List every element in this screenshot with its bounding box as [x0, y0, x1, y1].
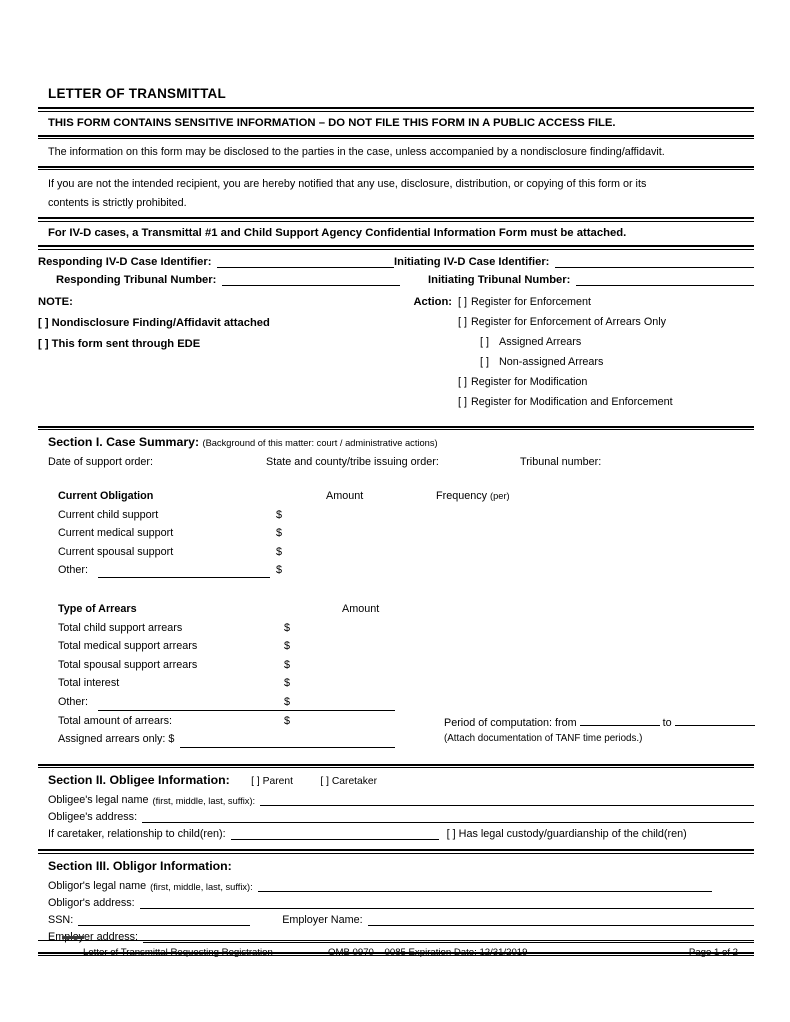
obligee-parent-checkbox[interactable]: [233, 776, 293, 787]
section-1-title: Section I. Case Summary:: [48, 435, 200, 450]
obligee-legal-name-row: [38, 789, 754, 806]
ivd-attachment-notice: For IV-D cases, a Transmittal #1 and Child Support Agency Confidential Information Form must be attached.: [48, 226, 627, 239]
action-block: [394, 296, 754, 416]
currency-symbol: $: [284, 621, 291, 634]
currency-symbol: $: [284, 640, 291, 653]
other-description-input[interactable]: [98, 577, 270, 578]
legal-custody-checkbox[interactable]: [447, 828, 687, 840]
initiating-tribunal-number-input[interactable]: [576, 274, 754, 286]
period-to-input[interactable]: [675, 715, 755, 726]
currency-symbol: $: [276, 527, 283, 540]
page-footer: [38, 940, 754, 965]
note-block: [38, 296, 394, 416]
section-2-title: Section II. Obligee Information:: [48, 773, 230, 788]
date-of-support-order-label: Date of support order:: [48, 456, 154, 469]
action-option-register-enforcement[interactable]: [394, 296, 754, 316]
current-obligation-header-row: [48, 490, 754, 509]
currency-symbol: $: [284, 677, 291, 690]
section-2-heading: [38, 768, 754, 789]
checkbox-glyph: [ ]: [446, 828, 456, 841]
checkbox-glyph: [ ]: [251, 776, 260, 788]
currency-symbol: $: [276, 564, 283, 577]
obligor-legal-name-input[interactable]: [258, 880, 712, 892]
employer-name-input[interactable]: [368, 914, 754, 926]
frequency-column-header: Frequency (per): [436, 490, 510, 503]
issuing-order-label: State and county/tribe issuing order:: [266, 456, 439, 469]
obligee-legal-name-label: Obligee's legal name: [48, 794, 149, 807]
obligee-caretaker-checkbox[interactable]: [296, 776, 377, 787]
action-option-register-modification[interactable]: [394, 376, 754, 396]
row-label: Current spousal support: [58, 545, 174, 558]
checkbox-glyph: [ ]: [480, 355, 489, 368]
checkbox-label: Caretaker: [331, 776, 378, 788]
recipient-notice-line-2: contents is strictly prohibited.: [48, 197, 187, 210]
tanf-documentation-note: (Attach documentation of TANF time periods.): [444, 733, 643, 745]
caretaker-relationship-label: If caretaker, relationship to child(ren):: [48, 828, 226, 841]
obligee-legal-name-input[interactable]: [260, 794, 754, 806]
row-current-spousal-support: [48, 546, 754, 565]
row-total-medical-support-arrears: [48, 640, 754, 659]
support-order-row: [38, 451, 754, 472]
page-title: LETTER OF TRANSMITTAL: [48, 86, 226, 101]
checkbox-glyph: [ ]: [480, 335, 489, 348]
action-option-non-assigned-arrears[interactable]: [394, 356, 754, 376]
row-total-spousal-support-arrears: [48, 659, 754, 678]
action-option-register-enforcement-arrears-only[interactable]: [394, 316, 754, 336]
ssn-input[interactable]: [78, 914, 250, 926]
row-total-child-support-arrears: [48, 622, 754, 641]
row-total-amount-of-arrears: [48, 715, 754, 734]
currency-symbol: $: [284, 695, 291, 708]
obligee-relationship-row: [38, 823, 754, 840]
case-identifier-row: [38, 250, 754, 268]
row-total-interest: [48, 677, 754, 696]
period-to-label: to: [662, 716, 672, 729]
ssn-label: SSN:: [48, 913, 74, 926]
initiating-tribunal-number-label: Initiating Tribunal Number:: [428, 273, 571, 286]
section-1-heading: [38, 430, 754, 451]
checkbox-glyph: [ ]: [38, 316, 49, 329]
employer-name-label: Employer Name:: [282, 913, 363, 926]
recipient-notice-line-1: If you are not the intended recipient, you are hereby notified that any use, disclosure, distribution, or copying of this form or its: [48, 178, 647, 191]
footer-form-name: Letter of Transmittal Requesting Registration: [83, 947, 273, 958]
note-checkbox-nondisclosure[interactable]: [38, 317, 394, 338]
footer-page-number: Page 1 of 2: [688, 947, 738, 958]
row-label: Other:: [58, 564, 89, 577]
obligor-address-input[interactable]: [140, 897, 754, 909]
obligee-address-label: Obligee's address:: [48, 811, 138, 824]
obligor-legal-name-row: [38, 875, 754, 892]
checkbox-glyph: [ ]: [320, 776, 329, 788]
form-body: [38, 86, 754, 956]
assigned-arrears-label: Assigned arrears only: $: [58, 733, 175, 746]
obligor-address-row: [38, 892, 754, 909]
footer-omb-info: OMB 0970 – 0085 Expiration Date: 12/31/2019: [328, 947, 528, 958]
row-label: Other:: [58, 695, 89, 708]
row-label: Total child support arrears: [58, 621, 183, 634]
arrears-heading: Type of Arrears: [58, 602, 137, 615]
responding-case-identifier-label: Responding IV-D Case Identifier:: [38, 255, 212, 268]
caretaker-relationship-input[interactable]: [231, 828, 439, 840]
amount-column-header: Amount: [342, 602, 380, 615]
row-assigned-arrears-only: [48, 733, 754, 752]
checkbox-glyph: [ ]: [458, 375, 467, 388]
note-and-action-block: [38, 286, 754, 416]
tribunal-number-row: [38, 268, 754, 286]
arrears-table: [38, 603, 754, 752]
initiating-case-identifier-input[interactable]: [555, 256, 754, 268]
period-of-computation-label: Period of computation: from: [444, 716, 577, 729]
action-option-register-modification-enforcement[interactable]: [394, 396, 754, 416]
checkbox-label: Has legal custody/guardianship of the child(ren): [458, 828, 687, 841]
action-option-label: Register for Enforcement: [471, 295, 592, 308]
section-3-title: Section III. Obligor Information:: [48, 858, 232, 873]
initiating-case-identifier-label: Initiating IV-D Case Identifier:: [394, 255, 550, 268]
currency-symbol: $: [276, 545, 283, 558]
arrears-header-row: [48, 603, 754, 622]
row-current-child-support: [48, 509, 754, 528]
amount-column-header: Amount: [326, 490, 364, 503]
action-option-label: Assigned Arrears: [499, 335, 582, 348]
obligor-ssn-employer-row: [38, 909, 754, 926]
action-option-label: Register for Enforcement of Arrears Only: [471, 315, 667, 328]
checkbox-glyph: [ ]: [458, 395, 467, 408]
current-obligation-table: [38, 490, 754, 583]
period-of-computation-row: [444, 715, 755, 729]
tribunal-number-label: Tribunal number:: [520, 456, 602, 469]
section-3-heading: [38, 854, 754, 875]
obligor-address-label: Obligor's address:: [48, 896, 135, 909]
obligee-address-row: [38, 806, 754, 823]
note-label: Nondisclosure Finding/Affidavit attached: [51, 316, 270, 329]
responding-tribunal-number-input[interactable]: [222, 274, 400, 286]
row-label: Total spousal support arrears: [58, 658, 198, 671]
responding-case-identifier-input[interactable]: [217, 256, 394, 268]
sensitive-information-notice: THIS FORM CONTAINS SENSITIVE INFORMATION – DO NOT FILE THIS FORM IN A PUBLIC ACCESS FILE.: [48, 116, 616, 129]
disclosure-notice: The information on this form may be disclosed to the parties in the case, unless accompanied by a nondisclosure finding/affidavit.: [48, 146, 665, 159]
currency-symbol: $: [284, 714, 291, 727]
checkbox-glyph: [ ]: [38, 337, 49, 350]
obligor-legal-name-label: Obligor's legal name: [48, 879, 147, 892]
row-label: Total medical support arrears: [58, 640, 198, 653]
action-option-label: Register for Modification: [471, 375, 588, 388]
section-1-subtitle: (Background of this matter: court / administrative actions): [202, 438, 438, 449]
action-option-label: Non-assigned Arrears: [499, 355, 604, 368]
footer-text: [38, 941, 754, 965]
footer-mark-icon: [62, 936, 84, 939]
responding-tribunal-number-label: Responding Tribunal Number:: [56, 273, 217, 286]
obligee-address-input[interactable]: [142, 811, 754, 823]
note-heading: NOTE:: [38, 295, 73, 308]
other-description-input[interactable]: [98, 710, 395, 711]
action-label: Action:: [413, 295, 452, 308]
employer-address-label: Employer address:: [48, 930, 139, 943]
action-option-assigned-arrears[interactable]: [394, 336, 754, 356]
obligee-legal-name-sublabel: (first, middle, last, suffix):: [152, 796, 256, 807]
recipient-notice: [38, 170, 754, 217]
assigned-arrears-input[interactable]: [180, 747, 395, 748]
row-current-medical-support: [48, 527, 754, 546]
row-label: Current medical support: [58, 527, 174, 540]
currency-symbol: $: [284, 658, 291, 671]
obligor-legal-name-sublabel: (first, middle, last, suffix):: [150, 881, 253, 892]
row-label: Current child support: [58, 508, 159, 521]
note-checkbox-ede[interactable]: [38, 338, 394, 359]
currency-symbol: $: [276, 508, 283, 521]
checkbox-glyph: [ ]: [458, 295, 467, 308]
row-current-other: [48, 564, 754, 583]
row-label: Total amount of arrears:: [58, 714, 173, 727]
checkbox-label: Parent: [262, 776, 293, 788]
row-label: Total interest: [58, 677, 120, 690]
checkbox-glyph: [ ]: [458, 315, 467, 328]
current-obligation-heading: Current Obligation: [58, 490, 154, 503]
row-arrears-other: [48, 696, 754, 715]
action-option-label: Register for Modification and Enforcement: [471, 395, 673, 408]
period-from-input[interactable]: [580, 715, 660, 726]
note-label: This form sent through EDE: [51, 337, 201, 350]
